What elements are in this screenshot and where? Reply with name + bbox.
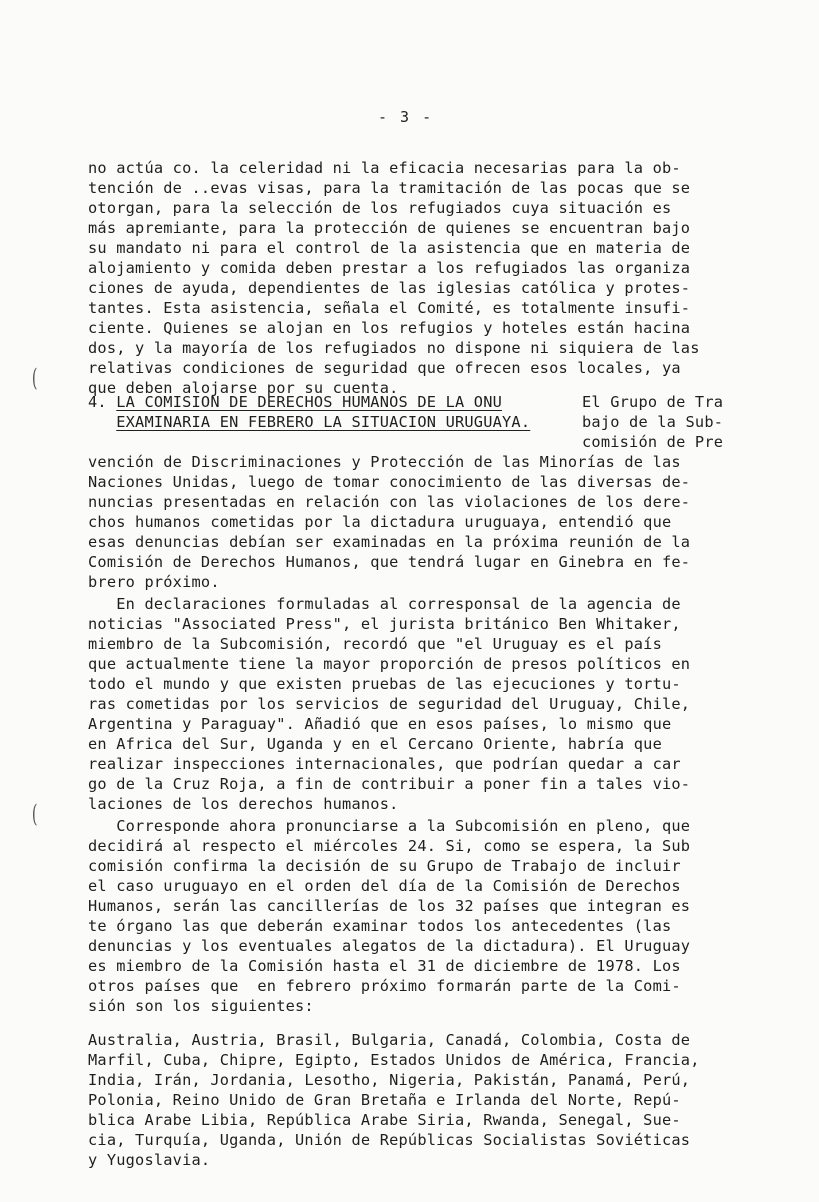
text-line: Argentina y Paraguay". Añadió que en esos países, lo mismo que	[88, 715, 672, 733]
text-line: en Africa del Sur, Uganda y en el Cercano Oriente, habría que	[88, 735, 662, 753]
text-line: India, Irán, Jordania, Lesotho, Nigeria, Pakistán, Panamá, Perú,	[88, 1071, 691, 1089]
text-line: tención de ..evas visas, para la tramitación de las pocas que se	[88, 179, 691, 197]
text-line: Australia, Austria, Brasil, Bulgaria, Canadá, Colombia, Costa de	[88, 1031, 691, 1049]
text-line: tantes. Esta asistencia, señala el Comité, es totalmente insufi-	[88, 299, 691, 317]
text-line: realizar inspecciones internacionales, que podrían quedar a car	[88, 755, 681, 773]
text-line: nuncias presentadas en relación con las violaciones de los dere-	[88, 493, 691, 511]
text-line: esas denuncias debían ser examinadas en la próxima reunión de la	[88, 533, 691, 551]
text-line: vención de Discriminaciones y Protección de las Minorías de las	[88, 453, 681, 471]
section-title-2: EXAMINARIA EN FEBRERO LA SITUACION URUGUAYA.	[116, 413, 531, 431]
text-line: relativas condiciones de seguridad que ofrecen esos locales, ya	[88, 359, 681, 377]
text-line: Humanos, serán las cancillerías de los 32 países que integran es	[88, 897, 691, 915]
text-line: alojamiento y comida deben prestar a los refugiados las organiza	[88, 259, 691, 277]
text-line: brero próximo.	[88, 573, 220, 591]
text-line: blica Arabe Libia, República Arabe Siria, Rwanda, Senegal, Sue-	[88, 1111, 681, 1129]
text-line: no actúa co. la celeridad ni la eficacia necesarias para la ob-	[88, 159, 681, 177]
text-line: el caso uruguayo en el orden del día de la Comisión de Derechos	[88, 877, 681, 895]
text-line: miembro de la Subcomisión, recordó que "el Uruguay es el país	[88, 635, 662, 653]
text-line: dos, y la mayoría de los refugiados no dispone ni siquiera de las	[88, 339, 700, 357]
text-line: laciones de los derechos humanos.	[88, 795, 399, 813]
text-line: todo el mundo y que existen pruebas de las ejecuciones y tortu-	[88, 675, 681, 693]
margin-bracket-mark: (	[31, 800, 38, 828]
text-line: y Yugoslavia.	[88, 1151, 211, 1169]
section-heading-line-2	[88, 412, 530, 432]
text-line: su mandato ni para el control de la asistencia que en materia de	[88, 239, 691, 257]
text-line: Corresponde ahora pronunciarse a la Subcomisión en pleno, que	[88, 817, 691, 835]
text-line: decidirá al respecto el miércoles 24. Si, como se espera, la Sub	[88, 837, 691, 855]
text-line: Marfil, Cuba, Chipre, Egipto, Estados Unidos de América, Francia,	[88, 1051, 700, 1069]
text-line: es miembro de la Comisión hasta el 31 de diciembre de 1978. Los	[88, 957, 681, 975]
text-line: comisión confirma la decisión de su Grupo de Trabajo de incluir	[88, 857, 681, 875]
text-line: te órgano las que deberán examinar todos los antecedentes (las	[88, 917, 672, 935]
section-number: 4.	[88, 393, 107, 411]
text-line: ciente. Quienes se alojan en los refugios y hoteles están hacina	[88, 319, 691, 337]
text-line: ras cometidas por los servicios de seguridad del Uruguay, Chile,	[88, 695, 691, 713]
text-line: que actualmente tiene la mayor proporción de presos políticos en	[88, 655, 691, 673]
page-number: - 3 -	[378, 108, 434, 126]
side-line: bajo de la Sub-	[582, 413, 724, 431]
side-line: comisión de Pre	[582, 433, 724, 451]
text-line: denuncias y los eventuales alegatos de la dictadura). El Uruguay	[88, 937, 691, 955]
section-heading-line-1	[88, 392, 502, 412]
side-line: El Grupo de Tra	[582, 393, 724, 411]
text-line: otorgan, para la selección de los refugiados cuya situación es	[88, 199, 672, 217]
text-line: go de la Cruz Roja, a fin de contribuir a poner fin a tales vio-	[88, 775, 691, 793]
text-line: sión son los siguientes:	[88, 997, 314, 1015]
text-line: ciones de ayuda, dependientes de las iglesias católica y protes-	[88, 279, 691, 297]
text-line: que deben alojarse por su cuenta.	[88, 379, 399, 397]
text-line: En declaraciones formuladas al corresponsal de la agencia de	[88, 595, 681, 613]
section-title-1: LA COMISION DE DERECHOS HUMANOS DE LA ONU	[116, 393, 503, 411]
margin-bracket-mark: (	[31, 364, 38, 392]
text-line: más apremiante, para la protección de quienes se encuentran bajo	[88, 219, 691, 237]
text-line: Naciones Unidas, luego de tomar conocimiento de las diversas de-	[88, 473, 691, 491]
text-line: cia, Turquía, Uganda, Unión de Repúblicas Socialistas Soviéticas	[88, 1131, 691, 1149]
text-line: otros países que en febrero próximo formarán parte de la Comi-	[88, 977, 681, 995]
text-line: Comisión de Derechos Humanos, que tendrá lugar en Ginebra en fe-	[88, 553, 691, 571]
text-line: noticias "Associated Press", el jurista británico Ben Whitaker,	[88, 615, 681, 633]
text-line: Polonia, Reino Unido de Gran Bretaña e Irlanda del Norte, Repú-	[88, 1091, 681, 1109]
text-line: chos humanos cometidas por la dictadura uruguaya, entendió que	[88, 513, 672, 531]
